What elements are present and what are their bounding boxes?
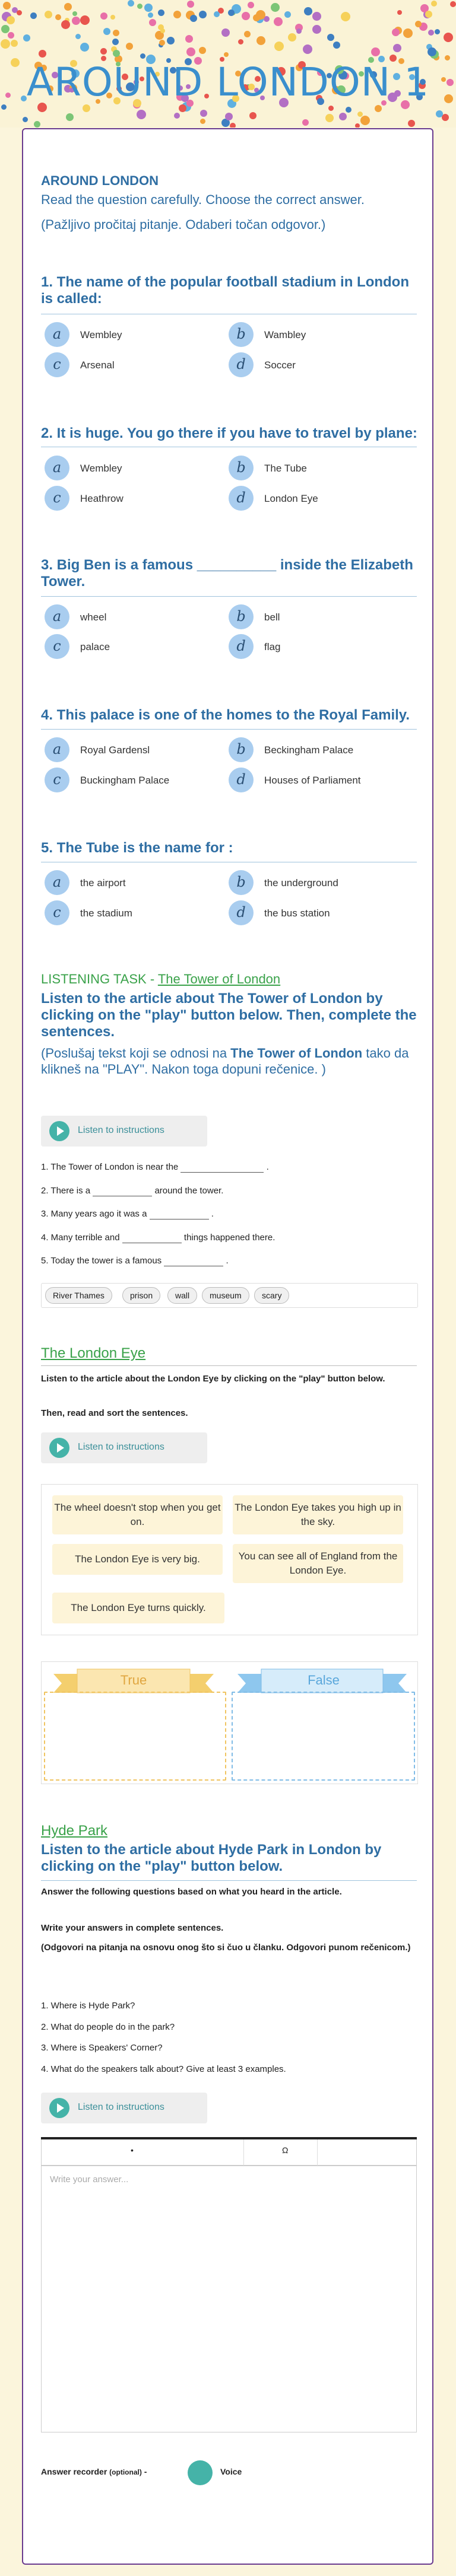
option-label[interactable]: Houses of Parliament — [264, 775, 361, 786]
confetti-dot — [17, 10, 22, 15]
confetti-dot — [186, 47, 195, 56]
confetti-dot — [80, 15, 90, 25]
confetti-dot — [256, 36, 265, 45]
true-dropzone[interactable] — [44, 1692, 226, 1781]
confetti-dot — [274, 17, 283, 26]
confetti-dot — [39, 50, 46, 58]
confetti-dot — [8, 32, 14, 39]
sentence-2: 2. There is a around the tower. — [41, 1186, 224, 1196]
confetti-dot — [444, 33, 453, 42]
confetti-dot — [144, 4, 153, 12]
confetti-dot — [61, 20, 70, 29]
question-5: 5. The Tube is the name for : — [41, 840, 233, 856]
confetti-dot — [341, 12, 350, 21]
confetti-dot — [230, 123, 236, 128]
hyde-instruction: Listen to the article about Hyde Park in London by clicking on the "play" button below. — [41, 1842, 382, 1874]
confetti-dot — [113, 30, 119, 36]
confetti-dot — [244, 31, 251, 37]
confetti-dot — [187, 1, 194, 8]
confetti-dot — [23, 117, 28, 122]
confetti-dot — [425, 11, 432, 18]
confetti-dot — [357, 112, 363, 117]
confetti-dot — [200, 110, 207, 117]
confetti-dot — [126, 43, 133, 50]
confetti-dot — [339, 113, 347, 120]
confetti-dot — [397, 10, 402, 15]
sentence-1: 1. The Tower of London is near the . — [41, 1162, 269, 1172]
question-2: 2. It is huge. You go there if you have to travel by plane: — [41, 425, 417, 441]
listening-translation: (Poslušaj tekst koji se odnosi na The Tower of London tako da klikneš na "PLAY". Nakon toga dopuni rečenice. ) — [41, 1046, 409, 1077]
confetti-dot — [23, 34, 30, 42]
listen-instructions-button[interactable] — [41, 1432, 207, 1463]
confetti-dot — [303, 44, 312, 54]
option-label[interactable]: palace — [80, 641, 110, 652]
confetti-dot — [179, 104, 186, 112]
option-label[interactable]: Wambley — [264, 329, 306, 340]
word-chip[interactable]: scary — [254, 1287, 289, 1304]
confetti-dot — [30, 12, 37, 19]
option-label[interactable]: Arsenal — [80, 359, 115, 371]
confetti-dot — [327, 34, 334, 41]
option-d[interactable]: d — [229, 352, 254, 377]
answer-textarea[interactable] — [41, 2166, 417, 2432]
option-label[interactable]: bell — [264, 612, 280, 623]
option-d[interactable]: d — [229, 900, 254, 925]
confetti-dot — [110, 15, 115, 20]
option-d[interactable]: d — [229, 486, 254, 511]
confetti-dot — [140, 53, 145, 59]
confetti-dot — [435, 29, 440, 34]
confetti-dot — [34, 121, 40, 128]
confetti-dot — [431, 1, 437, 7]
blank-input[interactable] — [122, 1233, 182, 1243]
option-a[interactable]: a — [45, 870, 69, 895]
sort-card[interactable]: The London Eye takes you high up in the sky. — [233, 1495, 403, 1534]
question-3: 3. Big Ben is a famous __________ inside the Elizabeth Tower. — [41, 557, 413, 590]
confetti-dot — [274, 42, 284, 51]
confetti-dot — [271, 3, 280, 12]
listen-label: Listen to instructions — [78, 1125, 164, 1135]
confetti-dot — [190, 15, 197, 22]
confetti-dot — [371, 47, 380, 56]
confetti-dot — [328, 106, 334, 111]
confetti-dot — [72, 11, 77, 16]
confetti-dot — [158, 9, 164, 16]
confetti-dot — [408, 120, 415, 127]
option-c[interactable]: c — [45, 900, 69, 925]
confetti-dot — [312, 25, 321, 34]
option-a[interactable]: a — [45, 737, 69, 762]
play-icon[interactable] — [49, 1438, 69, 1458]
blank-input[interactable] — [93, 1186, 152, 1196]
option-b[interactable]: b — [229, 322, 254, 347]
confetti-dot — [312, 12, 321, 21]
hyde-question: 3. Where is Speakers' Corner? — [41, 2043, 163, 2053]
option-label[interactable]: Heathrow — [80, 493, 124, 504]
answer-recorder-label: Answer recorder (optional) - — [41, 2467, 147, 2476]
confetti-dot — [100, 48, 107, 55]
divider — [41, 596, 417, 597]
confetti-dot — [137, 110, 146, 119]
sentence-3: 3. Many years ago it was a . — [41, 1209, 214, 1219]
confetti-dot — [392, 28, 400, 36]
confetti-dot — [1, 104, 7, 110]
listen-label: Listen to instructions — [78, 2102, 164, 2112]
confetti-dot — [296, 28, 302, 34]
option-d[interactable]: d — [229, 634, 254, 659]
option-label[interactable]: the underground — [264, 877, 338, 889]
confetti-dot — [103, 28, 110, 35]
false-label: False — [308, 1673, 340, 1687]
confetti-dot — [113, 50, 120, 57]
confetti-dot — [221, 28, 230, 37]
word-chip[interactable]: prison — [122, 1287, 160, 1304]
option-label[interactable]: Wembley — [80, 463, 122, 474]
option-label[interactable]: the stadium — [80, 908, 132, 919]
confetti-dot — [149, 19, 156, 26]
word-bank — [41, 1283, 418, 1308]
confetti-dot — [137, 4, 142, 9]
option-label[interactable]: flag — [264, 641, 281, 652]
confetti-dot — [228, 9, 235, 16]
confetti-dot — [288, 33, 296, 42]
tower-of-london-link[interactable]: The Tower of London — [157, 972, 281, 986]
hyde-bold-1: Answer the following questions based on what you heard in the article. — [41, 1887, 342, 1897]
eye-instruction-2: Then, read and sort the sentences. — [41, 1408, 188, 1418]
sort-zones — [41, 1661, 418, 1784]
confetti-dot — [214, 11, 220, 17]
confetti-dot — [66, 113, 74, 121]
option-label[interactable]: Royal Gardensl — [80, 744, 150, 756]
confetti-dot — [284, 11, 291, 18]
option-c[interactable]: c — [45, 768, 69, 792]
confetti-dot — [200, 119, 205, 124]
option-label[interactable]: Soccer — [264, 359, 296, 371]
confetti-dot — [442, 114, 449, 121]
confetti-dot — [325, 114, 334, 122]
bullet-list-icon[interactable]: • — [131, 2145, 134, 2155]
confetti-dot — [1, 25, 10, 33]
confetti-dot — [45, 11, 52, 18]
listen-label: Listen to instructions — [78, 1442, 164, 1452]
question-4: 4. This palace is one of the homes to the Royal Family. — [41, 707, 410, 723]
toolbar-divider — [243, 2139, 244, 2166]
confetti-dot — [238, 39, 243, 44]
confetti-dot — [360, 116, 370, 125]
option-label[interactable]: wheel — [80, 612, 107, 623]
hyde-bold-3: (Odgovori na pitanja na osnovu onog što si čuo u članku. Odgovori punom rečenicom.) — [41, 1943, 411, 1953]
confetti-dot — [55, 14, 61, 20]
question-1: 1. The name of the popular football stadium in London is called: — [41, 274, 409, 307]
confetti-dot — [1, 39, 10, 49]
confetti-dot — [333, 42, 340, 49]
london-eye-link[interactable]: The London Eye — [41, 1345, 146, 1361]
divider — [41, 1365, 417, 1366]
intro-heading: AROUND LONDON — [41, 173, 159, 188]
listening-label: LISTENING TASK — [41, 972, 147, 986]
intro-instruction: Read the question carefully. Choose the correct answer. — [41, 192, 365, 207]
listening-heading — [41, 972, 280, 987]
option-label[interactable]: Wembley — [80, 329, 122, 340]
option-label[interactable]: Buckingham Palace — [80, 775, 170, 786]
confetti-dot — [403, 28, 413, 38]
blank-input[interactable] — [164, 1256, 223, 1266]
option-label[interactable]: the bus station — [264, 908, 330, 919]
confetti-dot — [100, 12, 107, 20]
sort-cards-pool — [41, 1484, 418, 1635]
option-a[interactable]: a — [45, 322, 69, 347]
confetti-dot — [224, 52, 229, 57]
intro-translation: (Pažljivo pročitaj pitanje. Odaberi točan odgovor.) — [41, 217, 326, 232]
confetti-dot — [375, 105, 382, 112]
option-label[interactable]: the airport — [80, 877, 126, 889]
record-voice-button[interactable] — [188, 2460, 213, 2485]
option-b[interactable]: b — [229, 870, 254, 895]
confetti-dot — [450, 1, 456, 7]
divider — [41, 1880, 417, 1881]
hyde-question: 4. What do the speakers talk about? Give at least 3 examples. — [41, 2064, 286, 2074]
divider — [41, 729, 417, 730]
confetti-dot — [64, 3, 72, 11]
option-b[interactable]: b — [229, 737, 254, 762]
hyde-bold-2: Write your answers in complete sentences. — [41, 1923, 224, 1933]
special-character-icon[interactable]: Ω — [282, 2145, 289, 2155]
confetti-dot — [248, 2, 254, 8]
confetti-dot — [148, 12, 153, 18]
confetti-dot — [253, 14, 260, 21]
option-b[interactable]: b — [229, 456, 254, 480]
true-label: True — [120, 1673, 147, 1687]
confetti-dot — [11, 40, 18, 47]
play-icon[interactable] — [49, 1121, 69, 1141]
option-c[interactable]: c — [45, 352, 69, 377]
confetti-dot — [428, 47, 436, 56]
worksheet-card — [22, 128, 433, 2565]
confetti-dot — [199, 11, 207, 18]
false-dropzone[interactable] — [232, 1692, 415, 1781]
listen-instructions-button[interactable] — [41, 1116, 207, 1147]
confetti-dot — [159, 40, 165, 46]
confetti-dot — [355, 123, 360, 128]
option-label[interactable]: Beckingham Palace — [264, 744, 354, 756]
confetti-dot — [185, 35, 193, 43]
word-chip[interactable]: museum — [202, 1287, 249, 1304]
confetti-dot — [75, 34, 81, 39]
confetti-dot — [415, 21, 422, 27]
confetti-dot — [80, 43, 89, 52]
blank-input[interactable] — [150, 1209, 209, 1219]
sort-card[interactable]: You can see all of England from the London Eye. — [233, 1544, 403, 1583]
option-c[interactable]: c — [45, 634, 69, 659]
confetti-dot — [199, 47, 206, 54]
sort-card[interactable]: The London Eye is very big. — [52, 1544, 223, 1575]
confetti-dot — [112, 39, 119, 45]
blank-input[interactable] — [180, 1162, 264, 1173]
play-icon[interactable] — [49, 2098, 69, 2118]
confetti-dot — [173, 11, 181, 18]
listening-dash: - — [150, 972, 155, 986]
voice-label: Voice — [220, 2467, 242, 2476]
word-chip[interactable]: wall — [167, 1287, 197, 1304]
hyde-question: 1. Where is Hyde Park? — [41, 2001, 135, 2011]
sort-card[interactable]: The London Eye turns quickly. — [52, 1593, 224, 1623]
confetti-dot — [302, 119, 309, 126]
confetti-dot — [346, 107, 352, 113]
eye-instruction: Listen to the article about the London Eye by clicking on the "play" button below. — [41, 1374, 385, 1384]
answer-placeholder: Write your answer... — [50, 2174, 129, 2185]
toolbar-divider — [317, 2139, 318, 2166]
confetti-dot — [7, 16, 15, 24]
editor-toolbar — [41, 2139, 417, 2166]
confetti-dot — [167, 37, 175, 44]
confetti-dot — [174, 113, 180, 119]
sentence-5: 5. Today the tower is a famous . — [41, 1256, 229, 1266]
confetti-dot — [393, 44, 401, 52]
sort-card[interactable]: The wheel doesn't stop when you get on. — [52, 1495, 223, 1534]
confetti-dot — [128, 0, 134, 7]
word-chip[interactable]: River Thames — [45, 1287, 112, 1304]
confetti-dot — [249, 112, 256, 119]
confetti-dot — [428, 30, 434, 36]
confetti-dot — [160, 28, 165, 33]
confetti-dot — [83, 104, 90, 112]
option-a[interactable]: a — [45, 456, 69, 480]
hyde-park-link[interactable]: Hyde Park — [41, 1823, 108, 1839]
confetti-dot — [225, 113, 233, 120]
option-label[interactable]: The Tube — [264, 463, 307, 474]
option-a[interactable]: a — [45, 604, 69, 629]
option-b[interactable]: b — [229, 604, 254, 629]
option-label[interactable]: London Eye — [264, 493, 318, 504]
confetti-dot — [436, 110, 443, 117]
option-c[interactable]: c — [45, 486, 69, 511]
listening-instruction: Listen to the article about The Tower of London by clicking on the "play" button below. Then, complete the sentences. — [41, 991, 417, 1040]
header-banner — [0, 0, 456, 128]
confetti-dot — [304, 7, 312, 15]
confetti-dot — [3, 2, 11, 9]
option-d[interactable]: d — [229, 768, 254, 792]
confetti-dot — [242, 12, 250, 20]
hyde-question: 2. What do people do in the park? — [41, 2022, 175, 2032]
confetti-dot — [72, 17, 80, 25]
sentence-4: 4. Many terrible and things happened there. — [41, 1233, 276, 1243]
page-title: AROUND LONDON 1 — [26, 59, 430, 105]
listen-instructions-button[interactable] — [41, 2093, 207, 2123]
